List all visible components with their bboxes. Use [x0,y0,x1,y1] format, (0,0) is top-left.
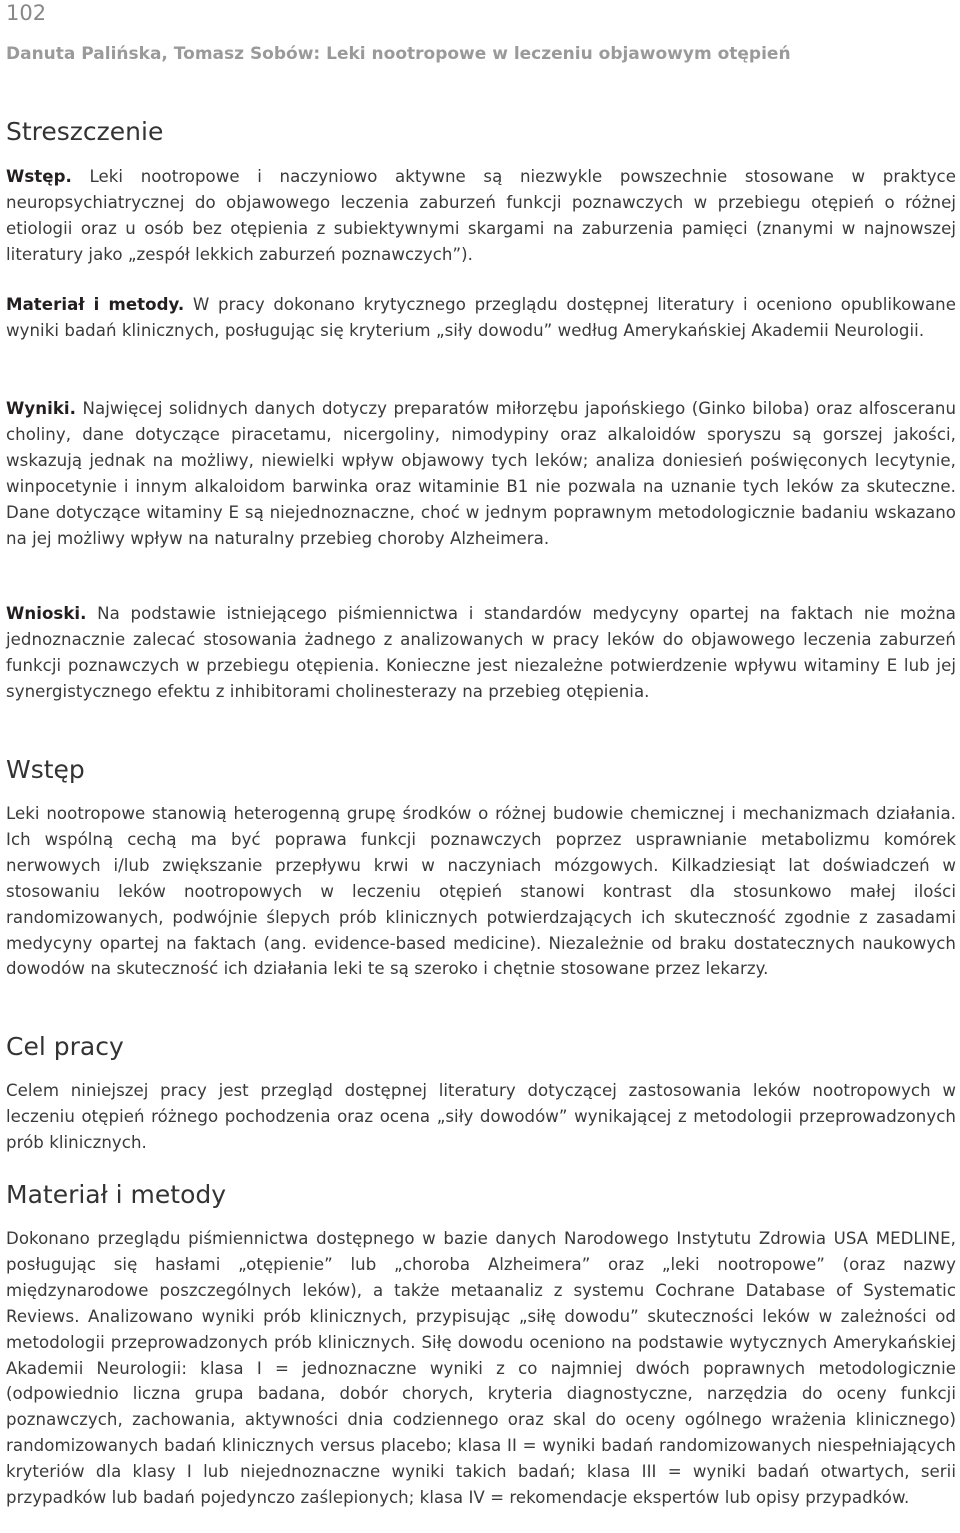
abstract-conclusions-paragraph [6,601,956,705]
aim-paragraph: Celem niniejszej pracy jest przegląd dostępnej literatury dotyczącej zastosowania leków nootropowych w leczeniu otępień różnego pochodzenia oraz ocena „siły dowodów” wynikającej z metodologii przeprowadzonych prób klinicznych. [6,1081,956,1152]
materials-title: Materiał i metody [6,1180,227,1209]
abstract-intro-lead: Wstęp. [6,167,72,186]
running-header: Danuta Palińska, Tomasz Sobów: Leki nootropowe w leczeniu objawowym otępień [6,44,791,64]
introduction-title: Wstęp [6,755,85,784]
abstract-results-paragraph [6,396,956,551]
abstract-intro-paragraph [6,164,956,268]
abstract-intro-text: Leki nootropowe i naczyniowo aktywne są niezwykle powszechnie stosowane w praktyce neuropsychiatrycznej do objawowego leczenia zaburzeń funkcji poznawczych w przebiegu otępień o różnej etiologii oraz u osób bez otępienia z subiektywnymi skargami na zaburzenia pamięci (znanymi w najnowszej literatury jako „zespół lekkich zaburzeń poznawczych”). [6,167,956,264]
abstract-results-text: Najwięcej solidnych danych dotyczy preparatów miłorzębu japońskiego (Ginko biloba) oraz alfosceranu choliny, dane dotyczące piracetamu, nicergoliny, nimodypiny oraz alkaloidów sporyszu są gorszej jakości, wskazują jednak na możliwy, niewielki wpływ objawowy tych leków; analiza doniesień poświęconych lecytynie, winpocetynie i innym alkaloidom barwinka oraz witaminie B1 nie pozwala na uznanie tych leków za skuteczne. Dane dotyczące witaminy E są niejednoznaczne, choć w jednym poprawnym metodologicznie badaniu wskazano na jej możliwy wpływ na naturalny przebieg choroby Alzheimera. [6,399,957,548]
abstract-results-lead: Wyniki. [6,399,76,418]
materials-paragraph: Dokonano przeglądu piśmiennictwa dostępnego w bazie danych Narodowego Instytutu Zdrowia USA MEDLINE, posługując się hasłami „otępienie” lub „choroba Alzheimera” oraz „leki nootropowe” (oraz nazwy międzynarodowe poszczególnych leków), a także metaanaliz z systemu Cochrane Database of Systematic Reviews. Analizowano wyniki prób klinicznych, przypisując „siłę dowodu” skuteczności leków w zależności od metodologii przeprowadzonych prób klinicznych. Siłę dowodu oceniono na podstawie wytycznych Amerykańskiej Akademii Neurologii: klasa I = jednoznaczne wyniki z co najmniej dwóch poprawnych metodologicznie (odpowiednio liczna grupa badana, dobór chorych, kryteria diagnostyczne, narzędzia do oceny funkcji poznawczych, zachowania, aktywności dnia codziennego oraz skal do oceny ogólnego wrażenia klinicznego) randomizowanych badań klinicznych versus placebo; klasa II = wyniki badań randomizowanych niespełniających kryteriów dla klasy I lub niejednoznaczne wyniki takich badań; klasa III = wyniki badań otwartych, serii przypadków lub badań pojedynczo zaślepionych; klasa IV = rekomendacje ekspertów lub opisy przypadków. [6,1229,956,1508]
abstract-conclusions-text: Na podstawie istniejącego piśmiennictwa i standardów medycyny opartej na faktach nie można jednoznacznie zalecać stosowania żadnego z analizowanych w pracy leków do objawowego leczenia zaburzeń funkcji poznawczych w przebiegu otępienia. Konieczne jest niezależne potwierdzenie wpływu witaminy E lub jej synergistycznego efektu z inhibitorami cholinesterazy na przebieg otępienia. [6,604,957,701]
introduction-paragraph: Leki nootropowe stanowią heterogenną grupę środków o różnej budowie chemicznej i mechanizmach działania. Ich wspólną cechą ma być poprawa funkcji poznawczych poprzez usprawnianie metabolizmu komórek nerwowych i/lub zwiększanie przepływu krwi w naczyniach mózgowych. Kilkadziesiąt lat doświadczeń w stosowaniu leków nootropowych w leczeniu otępień stanowi kontrast dla stosunkowo małej ilości randomizowanych, podwójnie ślepych prób klinicznych potwierdzających ich skuteczność zgodnie z zasadami medycyny opartej na faktach (ang. evidence-based medicine). Niezależnie od braku dostatecznych naukowych dowodów na skuteczność ich działania leki te są szeroko i chętnie stosowane przez lekarzy. [6,804,956,979]
abstract-methods-text: W pracy dokonano krytycznego przeglądu dostępnej literatury i oceniono opublikowane wyniki badań klinicznych, posługując się kryterium „siły dowodu” według Amerykańskiej Akademii Neurologii. [6,295,957,340]
page-number: 102 [6,1,47,25]
aim-title: Cel pracy [6,1032,124,1061]
abstract-conclusions-lead: Wnioski. [6,604,87,623]
abstract-methods-lead: Materiał i metody. [6,295,185,314]
abstract-methods-paragraph [6,292,956,344]
abstract-title: Streszczenie [6,117,164,146]
